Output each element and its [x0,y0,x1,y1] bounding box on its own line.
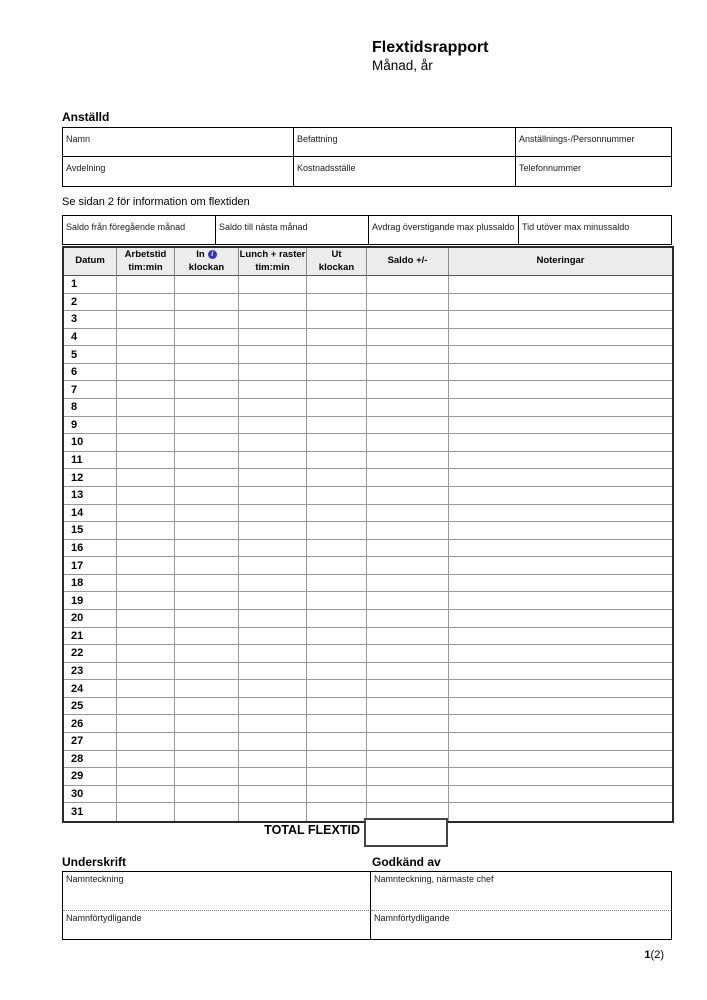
empty-entry-cell [367,505,449,523]
form-title: Flextidsrapport [372,39,489,56]
date-label: 30 [64,786,117,804]
empty-entry-cell [307,628,367,646]
date-label: 6 [64,364,117,382]
empty-entry-cell [175,399,239,417]
total-flextid-label: TOTAL FLEXTID [264,823,360,837]
empty-entry-cell [117,733,175,751]
field-label: Avdrag överstigande max plussaldo [372,222,515,232]
empty-entry-cell [449,557,672,575]
empty-entry-cell [367,663,449,681]
title-block [372,38,488,74]
date-label: 18 [64,575,117,593]
empty-entry-cell [175,452,239,470]
empty-entry-cell [175,294,239,312]
empty-entry-cell [307,364,367,382]
empty-entry-cell [175,715,239,733]
empty-entry-cell [449,505,672,523]
empty-entry-cell [449,698,672,716]
empty-entry-cell [307,803,367,821]
date-label: 8 [64,399,117,417]
empty-entry-cell [239,698,307,716]
empty-entry-cell [307,592,367,610]
empty-entry-cell [239,434,307,452]
empty-entry-cell [239,751,307,769]
empty-entry-cell [449,592,672,610]
date-label: 21 [64,628,117,646]
empty-entry-cell [449,803,672,821]
date-label: 15 [64,522,117,540]
empty-entry-cell [307,505,367,523]
empty-entry-cell [175,311,239,329]
empty-entry-cell [449,522,672,540]
date-label: 7 [64,381,117,399]
empty-entry-cell [117,680,175,698]
empty-entry-cell [307,487,367,505]
empty-entry-cell [239,381,307,399]
empty-entry-cell [239,364,307,382]
signature-field-cell [371,911,671,939]
date-label: 16 [64,540,117,558]
empty-entry-cell [175,505,239,523]
empty-entry-cell [449,628,672,646]
field-label: Tid utöver max minussaldo [522,222,630,232]
empty-entry-cell [239,417,307,435]
empty-entry-cell [239,786,307,804]
empty-entry-cell [117,698,175,716]
column-header-ut: Ut klockan [307,248,367,276]
empty-entry-cell [175,329,239,347]
empty-entry-cell [175,557,239,575]
empty-entry-cell [117,557,175,575]
flex-time-table [62,246,674,823]
page-number-total: (2) [650,949,664,961]
column-header-datum: Datum [64,248,117,276]
empty-entry-cell [175,575,239,593]
empty-entry-cell [449,311,672,329]
empty-entry-cell [367,276,449,294]
column-header-arbetstid: Arbetstid tim:min [117,248,175,276]
date-label: 22 [64,645,117,663]
empty-entry-cell [117,276,175,294]
empty-entry-cell [367,645,449,663]
column-header-in: In i klockan [175,248,239,276]
empty-entry-cell [449,399,672,417]
page-number [600,949,664,961]
empty-entry-cell [307,294,367,312]
signature-field-cell [371,872,671,911]
empty-entry-cell [367,452,449,470]
field-label: Telefonnummer [519,163,582,173]
field-label: Namnförtydligande [66,913,142,923]
date-label: 20 [64,610,117,628]
empty-entry-cell [449,540,672,558]
empty-entry-cell [307,610,367,628]
date-label: 1 [64,276,117,294]
empty-entry-cell [307,680,367,698]
empty-entry-cell [117,575,175,593]
empty-entry-cell [449,575,672,593]
empty-entry-cell [307,645,367,663]
empty-entry-cell [117,505,175,523]
empty-entry-cell [307,733,367,751]
date-label: 27 [64,733,117,751]
empty-entry-cell [367,434,449,452]
empty-entry-cell [239,628,307,646]
empty-entry-cell [175,469,239,487]
signature-table [62,871,672,940]
empty-entry-cell [117,803,175,821]
empty-entry-cell [175,786,239,804]
empty-entry-cell [175,698,239,716]
empty-entry-cell [239,645,307,663]
empty-entry-cell [367,628,449,646]
date-label: 28 [64,751,117,769]
empty-entry-cell [239,610,307,628]
empty-entry-cell [175,628,239,646]
empty-entry-cell [449,417,672,435]
info-note: Se sidan 2 för information om flextiden [62,196,250,208]
empty-entry-cell [117,364,175,382]
empty-entry-cell [117,417,175,435]
empty-entry-cell [239,294,307,312]
empty-entry-cell [367,751,449,769]
empty-entry-cell [367,557,449,575]
date-label: 5 [64,346,117,364]
empty-entry-cell [449,680,672,698]
empty-entry-cell [117,346,175,364]
employee-field-cell [516,128,671,157]
empty-entry-cell [307,522,367,540]
empty-entry-cell [307,346,367,364]
empty-entry-cell [239,575,307,593]
empty-entry-cell [175,733,239,751]
empty-entry-cell [239,399,307,417]
saldo-field-cell [216,216,369,244]
date-label: 2 [64,294,117,312]
empty-entry-cell [175,540,239,558]
empty-entry-cell [307,715,367,733]
empty-entry-cell [117,329,175,347]
field-label: Avdelning [66,163,106,173]
field-label: Anställnings-/Personnummer [519,134,635,144]
empty-entry-cell [117,522,175,540]
empty-entry-cell [239,311,307,329]
empty-entry-cell [449,276,672,294]
column-header-lunch-raster: Lunch + raster tim:min [239,248,307,276]
date-label: 31 [64,803,117,821]
empty-entry-cell [307,417,367,435]
empty-entry-cell [117,399,175,417]
empty-entry-cell [239,715,307,733]
total-flextid-box [364,818,448,847]
empty-entry-cell [239,733,307,751]
field-label: Namnteckning [66,874,124,884]
empty-entry-cell [175,768,239,786]
empty-entry-cell [175,522,239,540]
empty-entry-cell [239,680,307,698]
empty-entry-cell [175,663,239,681]
date-label: 26 [64,715,117,733]
employee-field-cell [294,157,516,186]
empty-entry-cell [449,346,672,364]
employee-info-table [62,127,672,187]
field-label: Saldo till nästa månad [219,222,308,232]
saldo-strip [62,215,672,245]
empty-entry-cell [175,803,239,821]
empty-entry-cell [117,715,175,733]
employee-field-cell [63,128,294,157]
date-label: 11 [64,452,117,470]
date-label: 29 [64,768,117,786]
empty-entry-cell [117,540,175,558]
empty-entry-cell [117,294,175,312]
empty-entry-cell [449,381,672,399]
empty-entry-cell [367,768,449,786]
date-label: 4 [64,329,117,347]
approved-by-section-heading: Godkänd av [372,855,441,869]
form-subtitle: Månad, år [372,58,433,73]
empty-entry-cell [117,452,175,470]
empty-entry-cell [307,452,367,470]
column-header-noteringar: Noteringar [449,248,672,276]
empty-entry-cell [449,663,672,681]
empty-entry-cell [239,803,307,821]
field-label: Namnförtydligande [374,913,450,923]
column-header-saldo-: Saldo +/- [367,248,449,276]
empty-entry-cell [117,311,175,329]
empty-entry-cell [117,434,175,452]
date-label: 17 [64,557,117,575]
empty-entry-cell [367,786,449,804]
date-label: 23 [64,663,117,681]
empty-entry-cell [117,786,175,804]
empty-entry-cell [367,346,449,364]
info-icon: i [208,250,217,259]
date-label: 3 [64,311,117,329]
empty-entry-cell [175,346,239,364]
date-label: 13 [64,487,117,505]
empty-entry-cell [367,522,449,540]
empty-entry-cell [367,417,449,435]
signature-field-cell [63,872,371,911]
empty-entry-cell [117,592,175,610]
field-label: Namnteckning, närmaste chef [374,874,494,884]
empty-entry-cell [449,786,672,804]
empty-entry-cell [449,733,672,751]
saldo-field-cell [63,216,216,244]
empty-entry-cell [239,505,307,523]
page-number-current: 1 [644,949,651,961]
date-label: 14 [64,505,117,523]
date-label: 9 [64,417,117,435]
empty-entry-cell [307,329,367,347]
empty-entry-cell [239,452,307,470]
empty-entry-cell [449,610,672,628]
empty-entry-cell [367,364,449,382]
empty-entry-cell [175,364,239,382]
empty-entry-cell [449,329,672,347]
empty-entry-cell [449,434,672,452]
empty-entry-cell [239,276,307,294]
empty-entry-cell [307,434,367,452]
date-label: 10 [64,434,117,452]
empty-entry-cell [175,487,239,505]
empty-entry-cell [117,645,175,663]
empty-entry-cell [239,557,307,575]
empty-entry-cell [449,294,672,312]
empty-entry-cell [367,294,449,312]
empty-entry-cell [239,522,307,540]
signature-section-heading: Underskrift [62,855,127,869]
empty-entry-cell [117,751,175,769]
empty-entry-cell [307,381,367,399]
empty-entry-cell [449,715,672,733]
empty-entry-cell [449,487,672,505]
empty-entry-cell [239,540,307,558]
empty-entry-cell [239,768,307,786]
signature-field-cell [63,911,371,939]
field-label: Saldo från föregående månad [66,222,186,232]
empty-entry-cell [175,610,239,628]
employee-field-cell [294,128,516,157]
empty-entry-cell [367,311,449,329]
empty-entry-cell [449,469,672,487]
field-label: Kostnadsställe [297,163,356,173]
empty-entry-cell [175,592,239,610]
empty-entry-cell [367,381,449,399]
date-label: 19 [64,592,117,610]
empty-entry-cell [449,751,672,769]
empty-entry-cell [367,329,449,347]
empty-entry-cell [449,645,672,663]
empty-entry-cell [117,663,175,681]
empty-entry-cell [175,645,239,663]
employee-field-cell [63,157,294,186]
empty-entry-cell [367,540,449,558]
date-label: 12 [64,469,117,487]
empty-entry-cell [117,469,175,487]
empty-entry-cell [117,768,175,786]
empty-entry-cell [239,487,307,505]
empty-entry-cell [175,417,239,435]
empty-entry-cell [367,487,449,505]
empty-entry-cell [367,698,449,716]
field-label: Namn [66,134,91,144]
empty-entry-cell [367,610,449,628]
empty-entry-cell [307,786,367,804]
empty-entry-cell [117,381,175,399]
empty-entry-cell [117,487,175,505]
empty-entry-cell [117,628,175,646]
empty-entry-cell [367,399,449,417]
empty-entry-cell [175,276,239,294]
empty-entry-cell [307,575,367,593]
employee-section-heading: Anställd [62,110,110,124]
date-label: 24 [64,680,117,698]
empty-entry-cell [239,469,307,487]
empty-entry-cell [307,276,367,294]
empty-entry-cell [367,715,449,733]
saldo-field-cell [519,216,671,244]
empty-entry-cell [367,680,449,698]
empty-entry-cell [307,751,367,769]
empty-entry-cell [175,751,239,769]
empty-entry-cell [117,610,175,628]
date-label: 25 [64,698,117,716]
empty-entry-cell [175,680,239,698]
empty-entry-cell [449,452,672,470]
empty-entry-cell [307,557,367,575]
empty-entry-cell [307,311,367,329]
empty-entry-cell [175,381,239,399]
empty-entry-cell [367,733,449,751]
empty-entry-cell [307,698,367,716]
employee-field-cell [516,157,671,186]
empty-entry-cell [307,663,367,681]
field-label: Befattning [297,134,338,144]
empty-entry-cell [307,469,367,487]
empty-entry-cell [307,540,367,558]
empty-entry-cell [449,768,672,786]
empty-entry-cell [307,399,367,417]
empty-entry-cell [367,469,449,487]
empty-entry-cell [239,592,307,610]
empty-entry-cell [175,434,239,452]
empty-entry-cell [449,364,672,382]
empty-entry-cell [239,346,307,364]
empty-entry-cell [367,575,449,593]
empty-entry-cell [239,663,307,681]
empty-entry-cell [239,329,307,347]
empty-entry-cell [367,592,449,610]
empty-entry-cell [307,768,367,786]
saldo-field-cell [369,216,519,244]
